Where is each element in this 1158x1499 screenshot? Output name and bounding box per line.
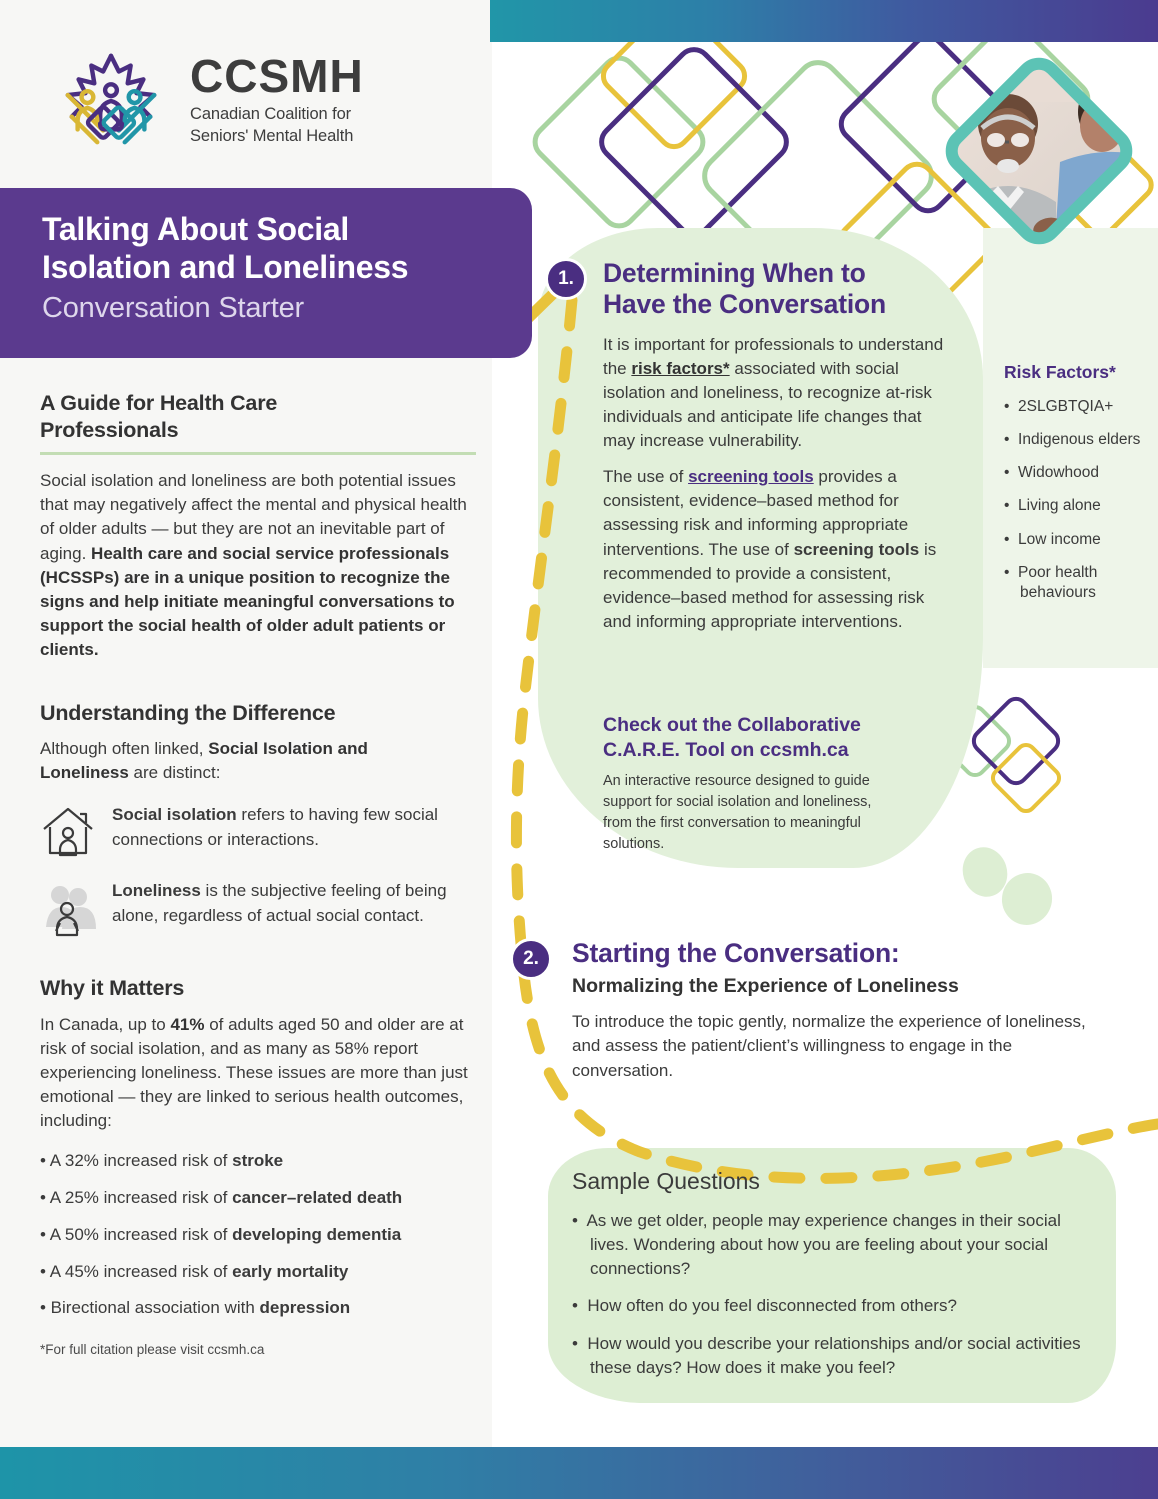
logo-tagline-line2: Seniors' Mental Health — [190, 126, 354, 145]
logo-tagline-line1: Canadian Coalition for — [190, 104, 352, 123]
list-item: • Widowhood — [1004, 464, 1100, 482]
list-item: • Living alone — [1004, 497, 1101, 515]
definition-term-1: Loneliness — [112, 881, 201, 901]
lonely-person-icon — [40, 879, 96, 937]
section-1-paragraph-1 — [603, 333, 955, 454]
why-paragraph — [40, 1013, 476, 1134]
intro-plain: Social isolation and loneliness are both potential issues that may negatively affect the mental and physical health of older adults — but they are not an inevitable part of aging. — [40, 471, 467, 563]
heading-rule — [40, 452, 476, 455]
intro-paragraph — [40, 469, 476, 662]
list-item: • As we get older, people may experience changes in their social lives. Wondering about how you are feeling about your social connections? — [572, 1211, 1061, 1279]
risk-item-2: Widowhood — [1018, 464, 1100, 482]
risk-item-1: Indigenous elders — [1018, 431, 1141, 449]
risk-item-5: Poor health behaviours — [1018, 563, 1098, 601]
logo-tagline — [190, 104, 364, 148]
care-tool-heading — [603, 713, 903, 762]
list-item: • How often do you feel disconnected from others? — [572, 1296, 957, 1316]
s1p1-b: associated with social isolation and loneliness, to recognize at-risk individuals and anticipate life changes that may increase vulnerability. — [603, 358, 932, 451]
sample-questions-title: Sample Questions — [572, 1168, 760, 1194]
care-heading-line2: C.A.R.E. Tool on ccsmh.ca — [603, 738, 849, 761]
risk-factors-title: Risk Factors* — [1004, 362, 1116, 382]
outcome-bold-4: depression — [259, 1298, 351, 1318]
definition-text-social-isolation — [112, 801, 476, 851]
list-item: • 2SLGBTQIA+ — [1004, 398, 1114, 415]
difference-lead-1: Although often linked, — [40, 739, 209, 759]
section-1-heading — [603, 258, 955, 321]
section-2-paragraph: To introduce the topic gently, normalize the experience of loneliness, and assess the patient/client’s willingness to engage in the conversation. — [572, 1012, 1086, 1080]
guide-heading — [40, 390, 476, 444]
outcomes-list — [40, 1149, 476, 1320]
care-tool-callout — [603, 713, 903, 855]
outcome-prefix-2: • A 50% increased risk of — [40, 1224, 233, 1244]
guide-heading-line1: A Guide for Health Care — [40, 391, 278, 415]
screening-tools-link[interactable]: screening tools — [688, 467, 814, 487]
why-p1-bold: 41% — [170, 1014, 205, 1034]
s1p1-a: It is important for professionals to understand the — [603, 334, 944, 378]
difference-heading: Understanding the Difference — [40, 701, 336, 726]
section-2-heading: Starting the Conversation: — [572, 938, 900, 968]
title-line1: Talking About Social — [42, 211, 349, 247]
section-1 — [603, 258, 955, 634]
difference-lead-2: are distinct: — [128, 763, 221, 783]
list-item — [40, 1296, 476, 1320]
outcome-bold-2: developing dementia — [232, 1224, 402, 1244]
top-gradient-bar — [490, 0, 1158, 42]
section-2-badge: 2. — [510, 938, 552, 980]
list-item: • Low income — [1004, 530, 1101, 548]
outcome-bold-0: stroke — [232, 1151, 284, 1171]
why-p2: of adults aged 50 and older are at risk of social isolation, and as many as 58% report experiencing loneliness. These issues are more than just emotional — they are linked to serious health outcomes, including: — [40, 1014, 468, 1131]
left-column — [40, 390, 476, 1357]
definition-rest-1: is the subjective feeling of being alone, regardless of actual social contact. — [112, 881, 447, 925]
list-item — [40, 1149, 476, 1173]
section-2-subheading: Normalizing the Experience of Loneliness — [572, 975, 959, 998]
outcome-bold-3: early mortality — [232, 1261, 349, 1281]
outcome-prefix-4: • Birectional association with — [40, 1298, 260, 1318]
logo-acronym: CCSMH — [190, 49, 364, 102]
difference-lead — [40, 737, 476, 785]
sample-question-0: As we get older, people may experience changes in their social lives. Wondering about how you are feeling about your social connections? — [586, 1211, 1061, 1279]
section-2 — [572, 938, 1112, 1083]
citation-footnote: *For full citation please visit ccsmh.ca — [40, 1342, 265, 1358]
list-item: • Poor health behaviours — [1004, 563, 1098, 601]
photo-diamond-frame — [930, 42, 1148, 260]
outcome-prefix-0: • A 32% increased risk of — [40, 1151, 233, 1171]
difference-lead-bold: Social Isolation and Loneliness — [40, 739, 368, 783]
definition-rest-0: refers to having few social connections or interactions. — [112, 805, 438, 849]
why-heading: Why it Matters — [40, 976, 185, 1001]
list-item: • Indigenous elders — [1004, 431, 1141, 449]
definition-social-isolation — [40, 801, 476, 861]
bottom-gradient-bar — [0, 1447, 1158, 1499]
care-tool-body: An interactive resource designed to guide support for social isolation and loneliness, from the first conversation to meaningful solutions. — [603, 773, 872, 853]
list-item — [40, 1223, 476, 1247]
risk-item-3: Living alone — [1018, 497, 1101, 515]
list-item — [40, 1260, 476, 1284]
title-subtitle: Conversation Starter — [42, 291, 304, 324]
sample-question-2: How would you describe your relationships and/or social activities these days? How does it make you feel? — [587, 1333, 1081, 1377]
section-1-paragraph-2 — [603, 465, 955, 634]
s1p2-b: provides a consistent, evidence–based method for assessing risk and informing appropriate interventions. The use of — [603, 467, 909, 559]
risk-item-0: 2SLGBTQIA+ — [1018, 398, 1114, 415]
s1p2-a: The use of — [603, 467, 689, 487]
brand-logo — [52, 46, 364, 154]
title-banner — [0, 188, 532, 358]
risk-item-4: Low income — [1018, 530, 1101, 548]
why-p1: In Canada, up to — [40, 1014, 171, 1034]
definition-loneliness — [40, 877, 476, 937]
title-line2: Isolation and Loneliness — [42, 249, 409, 286]
definition-term-0: Social isolation — [112, 805, 237, 825]
list-item: • How would you describe your relationships and/or social activities these days? How does it make you feel? — [572, 1333, 1081, 1377]
outcome-prefix-1: • A 25% increased risk of — [40, 1187, 233, 1207]
screening-tools-bold: screening tools — [793, 539, 920, 559]
definition-text-loneliness — [112, 877, 476, 927]
house-person-icon — [40, 803, 96, 861]
s1p2-c: is recommended to provide a consistent, evidence–based method for assessing risk and informing appropriate interventions. — [603, 539, 937, 631]
risk-factors-list — [1004, 362, 1154, 616]
care-heading-line1: Check out the Collaborative — [603, 714, 861, 736]
outcome-prefix-3: • A 45% increased risk of — [40, 1261, 233, 1281]
outcome-bold-1: cancer–related death — [232, 1187, 403, 1207]
sample-question-1: How often do you feel disconnected from others? — [587, 1296, 957, 1316]
section-1-badge: 1. — [545, 258, 587, 300]
guide-heading-line2: Professionals — [40, 418, 179, 443]
ccsmh-maple-leaf-icon — [52, 46, 170, 154]
intro-bold: Health care and social service professionals (HCSSPs) are in a unique position to recognize the signs and help initiate meaningful conversations to support the social health of older adult patients or clients. — [40, 543, 455, 660]
hero-photo — [930, 42, 1148, 260]
sample-questions — [572, 1168, 1102, 1393]
section-1-heading-line1: Determining When to — [603, 258, 866, 288]
risk-factors-link[interactable]: risk factors* — [631, 358, 730, 378]
list-item — [40, 1186, 476, 1210]
section-1-heading-line2: Have the Conversation — [603, 289, 886, 320]
